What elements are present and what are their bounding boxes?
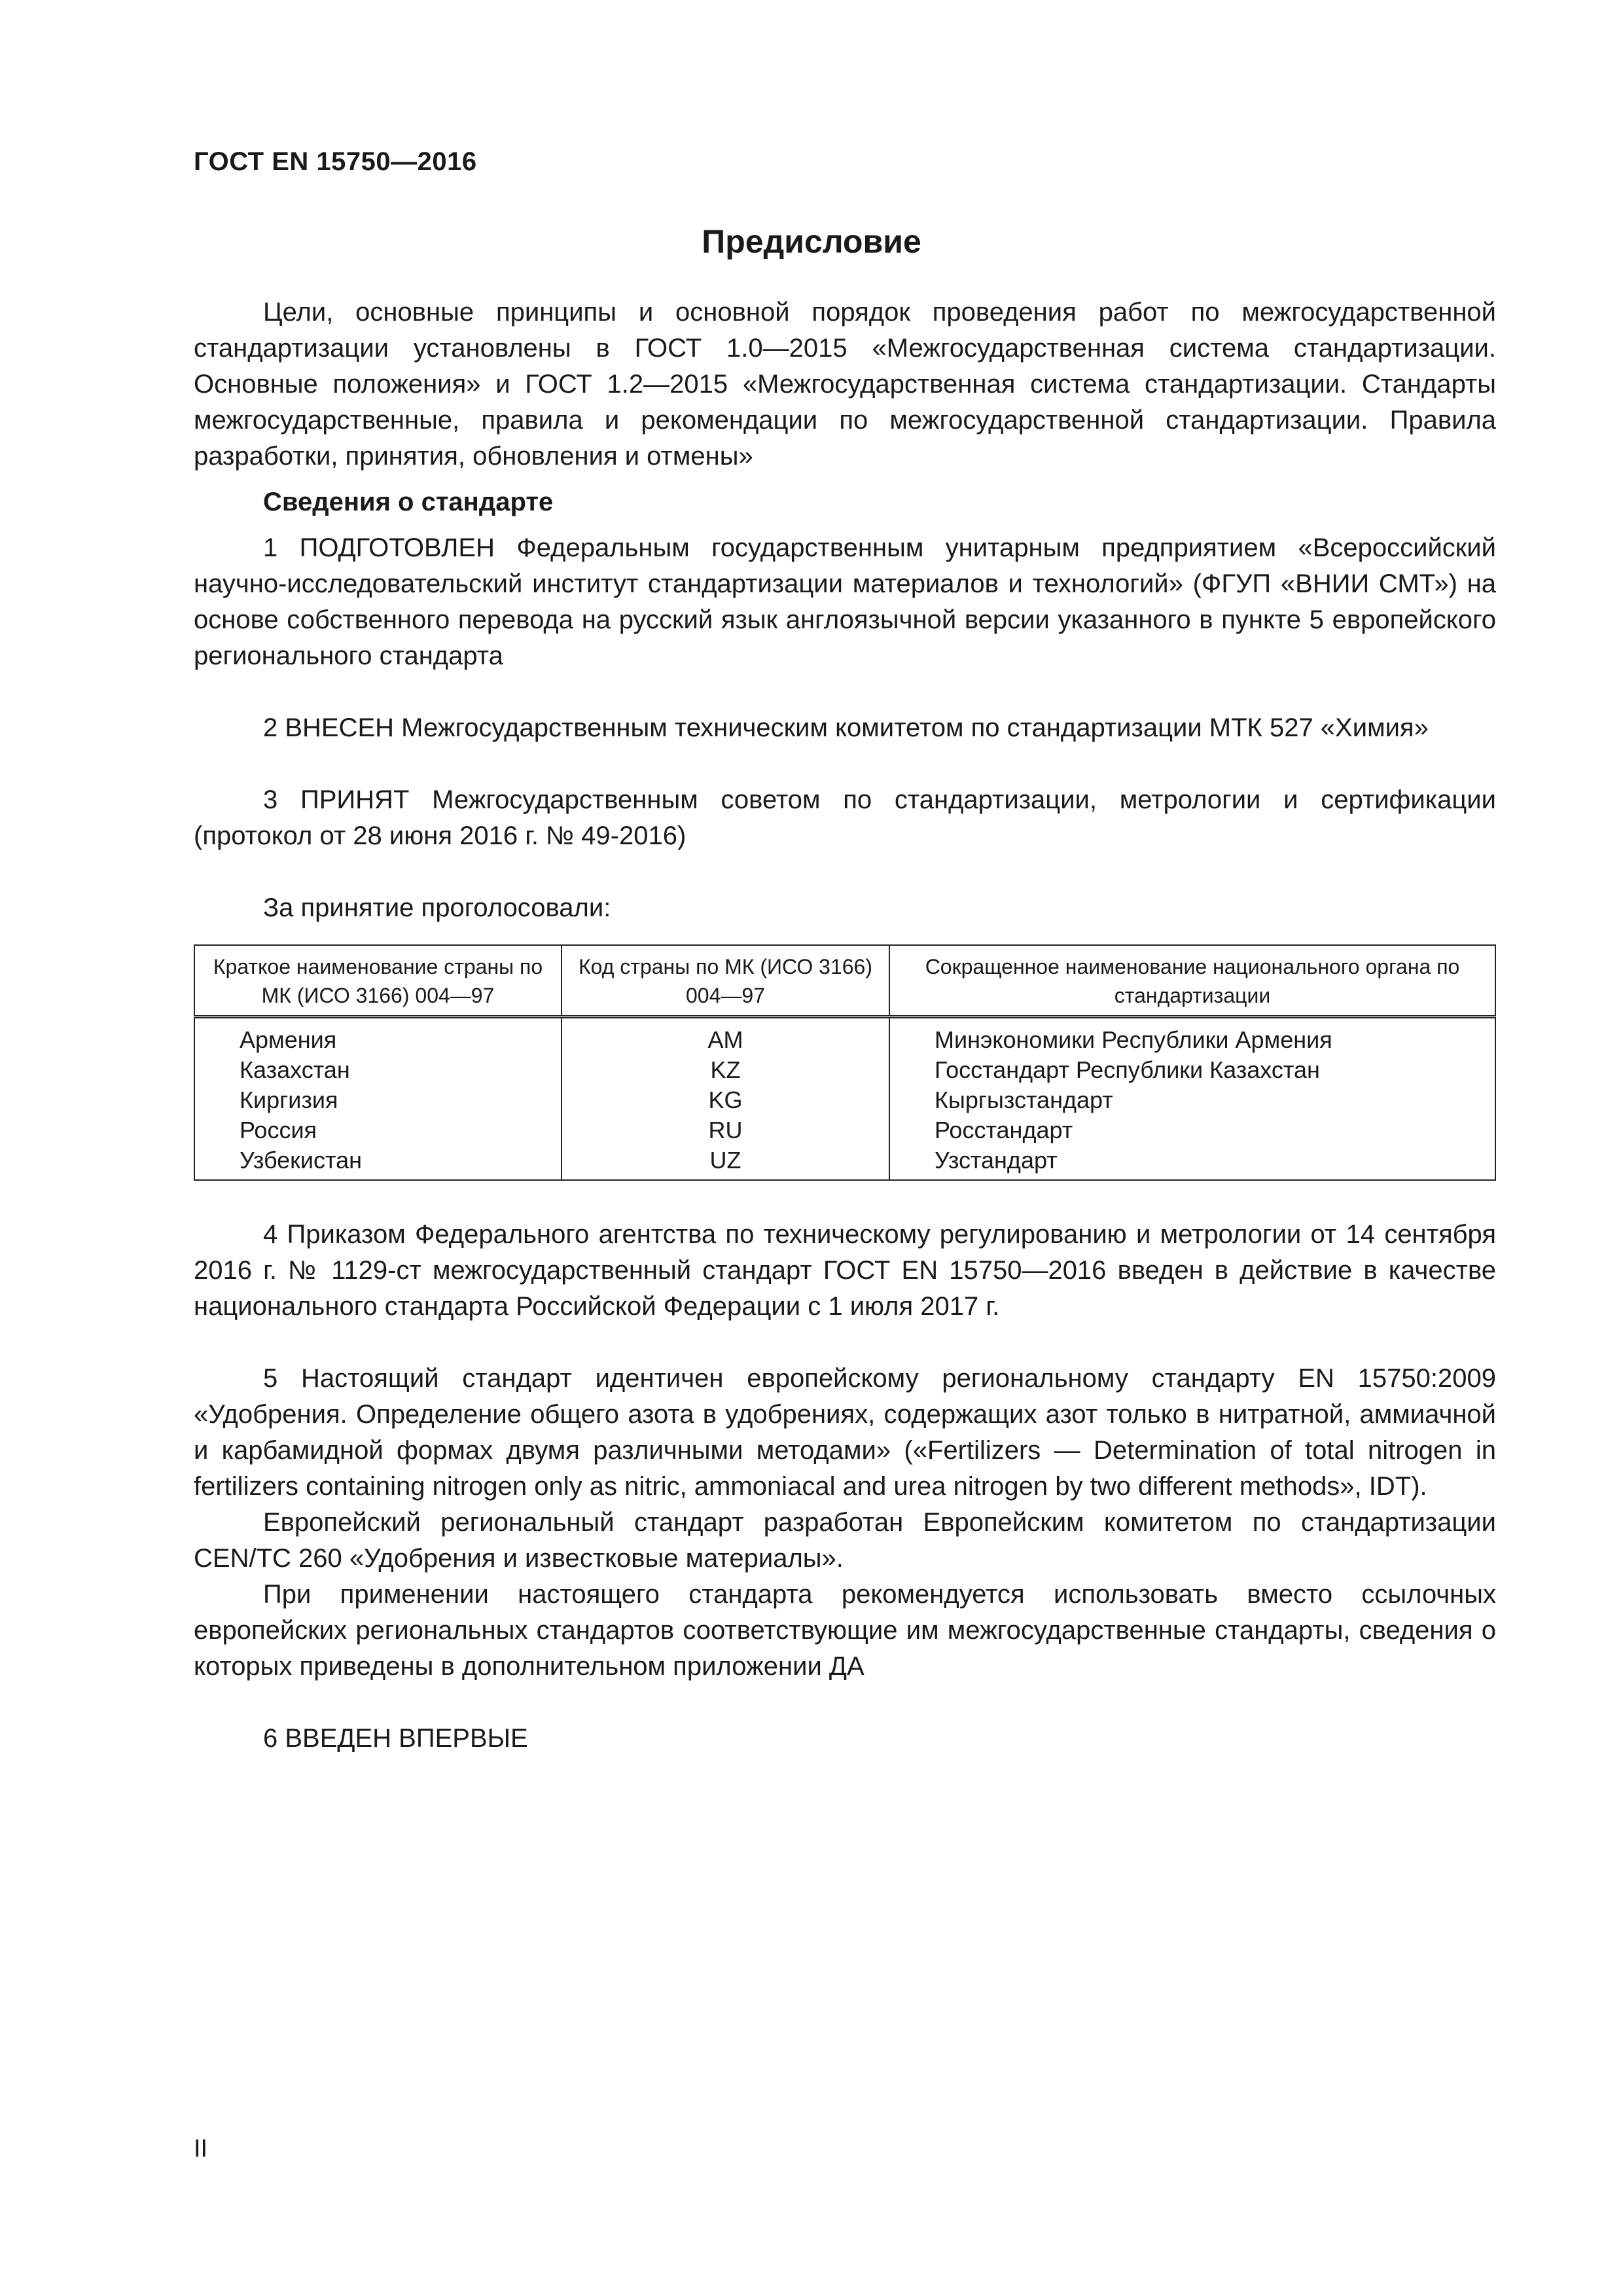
table-cell-code: UZ: [562, 1145, 889, 1180]
table-cell-organization: Госстандарт Республики Казахстан: [889, 1055, 1495, 1085]
table-header-code: Код страны по МК (ИСО 3166) 004—97: [562, 945, 889, 1017]
table-row: [194, 1017, 1495, 1056]
table-cell-code: KZ: [562, 1055, 889, 1085]
table-row: [194, 1085, 1495, 1115]
table-cell-code: AM: [562, 1017, 889, 1056]
table-row: [194, 1145, 1495, 1180]
table-cell-organization: Кыргызстандарт: [889, 1085, 1495, 1115]
table-row: [194, 1055, 1495, 1085]
voted-label: За принятие проголосовали:: [263, 893, 611, 922]
table-header-country: Краткое наименование страны по МК (ИСО 3166) 004—97: [194, 945, 562, 1017]
item-4-paragraph: 4 Приказом Федерального агентства по техническому регулированию и метрологии от 14 сентября 2016 г. № 1129-ст межгосударственный стандарт ГОСТ EN 15750—2016 введен в действие в качестве национального стандарта Российской Федерации с 1 июля 2017 г.: [194, 1220, 1496, 1321]
voting-table: [194, 944, 1496, 1181]
item-1-paragraph: 1 ПОДГОТОВЛЕН Федеральным государственным унитарным предприятием «Всероссийский научно-исследовательский институт стандартизации материалов и технологий» (ФГУП «ВНИИ СМТ») на основе собственного перевода на русский язык англоязычной версии указанного в пункте 5 европейского регионального стандарта: [194, 533, 1496, 670]
page-title: Предисловие: [702, 223, 921, 260]
document-id: ГОСТ EN 15750—2016: [194, 147, 477, 176]
item-3-paragraph: 3 ПРИНЯТ Межгосударственным советом по стандартизации, метрологии и сертификации (протокол от 28 июня 2016 г. № 49-2016): [194, 785, 1496, 850]
document-body: [194, 295, 1496, 1757]
item-6-paragraph: 6 ВВЕДЕН ВПЕРВЫЕ: [263, 1724, 528, 1753]
table-cell-country: Казахстан: [194, 1055, 562, 1085]
table-cell-organization: Минэкономики Республики Армения: [889, 1017, 1495, 1056]
table-cell-country: Киргизия: [194, 1085, 562, 1115]
item-5-regional-paragraph: Европейский региональный стандарт разработан Европейским комитетом по стандартизации CEN/TC 260 «Удобрения и известковые материалы».: [194, 1508, 1496, 1573]
page-number: II: [194, 2135, 208, 2162]
item-5-paragraph: 5 Настоящий стандарт идентичен европейскому региональному стандарту EN 15750:2009 «Удобрения. Определение общего азота в удобрениях, содержащих азот только в нитратной, аммиачной и карбамидной формах двумя различными методами» («Fertilizers — Determination of total nitrogen in fertilizers containing nitrogen only as nitric, ammoniacal and urea nitrogen by two different methods», IDT).: [194, 1364, 1496, 1501]
table-header-organization: Сокращенное наименование национального органа по стандартизации: [889, 945, 1495, 1017]
item-2-paragraph: 2 ВНЕСЕН Межгосударственным техническим комитетом по стандартизации МТК 527 «Химия»: [263, 713, 1429, 742]
table-cell-code: RU: [562, 1115, 889, 1145]
table-cell-country: Россия: [194, 1115, 562, 1145]
table-header-row: [194, 945, 1495, 1017]
table-cell-code: KG: [562, 1085, 889, 1115]
section-heading: Сведения о стандарте: [263, 488, 554, 516]
table-cell-country: Армения: [194, 1017, 562, 1056]
intro-paragraph: Цели, основные принципы и основной порядок проведения работ по межгосударственной стандартизации установлены в ГОСТ 1.0—2015 «Межгосударственная система стандартизации. Основные положения» и ГОСТ 1.2—2015 «Межгосударственная система стандартизации. Стандарты межгосударственные, правила и рекомендации по межгосударственной стандартизации. Правила разработки, принятия, обновления и отмены»: [194, 298, 1496, 471]
table-cell-organization: Росстандарт: [889, 1115, 1495, 1145]
table-row: [194, 1115, 1495, 1145]
table-cell-country: Узбекистан: [194, 1145, 562, 1180]
item-5-application-paragraph: При применении настоящего стандарта рекомендуется использовать вместо ссылочных европейских региональных стандартов соответствующие им межгосударственные стандарты, сведения о которых приведены в дополнительном приложении ДА: [194, 1580, 1496, 1681]
table-cell-organization: Узстандарт: [889, 1145, 1495, 1180]
